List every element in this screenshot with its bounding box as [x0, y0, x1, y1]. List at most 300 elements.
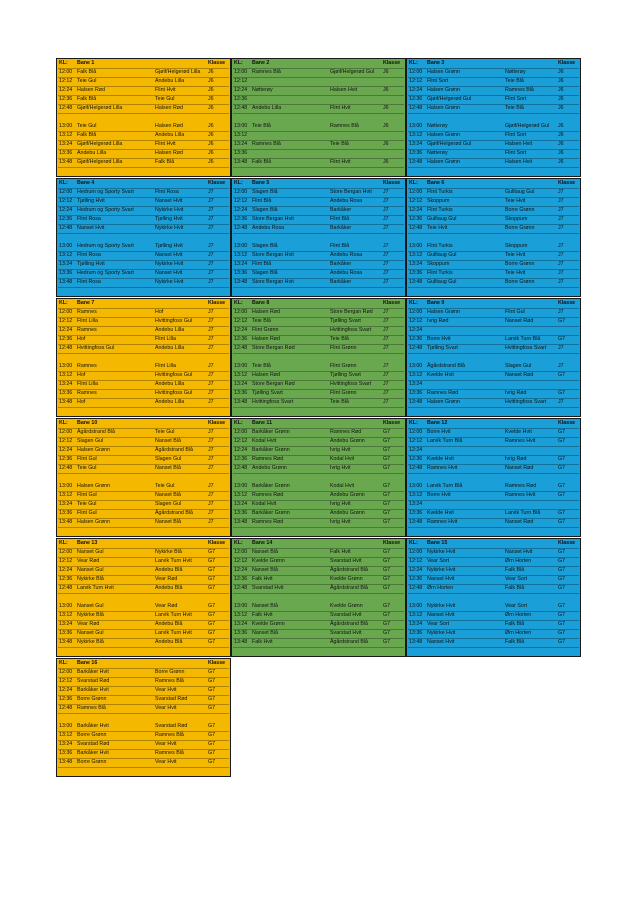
match-time: 12:12	[59, 558, 73, 564]
away-team: Ivrig Hvit	[330, 519, 351, 525]
away-team: Teie Hvit	[505, 270, 526, 276]
match-time: 13:24	[234, 621, 248, 627]
home-team: Nykirke Hvit	[427, 549, 456, 555]
match-class: G7	[208, 705, 216, 711]
match-time: 12:00	[234, 189, 248, 195]
match-time: 13:12	[409, 612, 423, 618]
home-team: Tjølling Svart	[252, 390, 283, 396]
away-team: Ramnes Hvit	[505, 438, 536, 444]
match-class: G7	[383, 429, 391, 435]
match-time: 13:00	[59, 243, 73, 249]
away-team: Andebu Lilla	[155, 132, 185, 138]
home-team: Teie Hvit	[427, 225, 448, 231]
match-class: J6	[558, 150, 564, 156]
away-team: Nanset Blå	[155, 519, 181, 525]
class-header: Klasse	[208, 420, 226, 426]
away-team: Tjølling Hvit	[155, 216, 183, 222]
away-team: Ramnes Rød	[330, 429, 362, 435]
away-team: Barkåker	[330, 261, 352, 267]
match-time: 12:12	[59, 78, 73, 84]
match-time: 13:00	[234, 243, 248, 249]
field-panel	[56, 418, 231, 537]
home-team: Halsen Grønn	[77, 483, 110, 489]
match-time: 13:36	[59, 390, 73, 396]
away-team: Ivrig Rød	[505, 390, 527, 396]
match-class: J7	[208, 270, 214, 276]
home-team: Borre Grønn	[77, 759, 107, 765]
match-time: 12:24	[409, 447, 423, 453]
match-time: 12:36	[409, 96, 423, 102]
away-team: Andebu Lilla	[155, 381, 185, 387]
match-time: 12:24	[409, 567, 423, 573]
home-team: Flint Gul	[77, 456, 97, 462]
match-time: 13:24	[59, 621, 73, 627]
home-team: Nanset Gul	[77, 630, 104, 636]
match-class: G7	[208, 750, 216, 756]
class-header: Klasse	[558, 420, 576, 426]
home-team: Halsen Rød	[252, 336, 280, 342]
away-team: Teie Blå	[330, 399, 349, 405]
home-team: Nanset Blå	[252, 567, 278, 573]
home-team: Nøtterøy	[252, 87, 273, 93]
match-row	[58, 344, 229, 354]
away-team: Svarstad Rød	[155, 696, 188, 702]
match-time: 12:00	[59, 549, 73, 555]
match-row	[233, 224, 404, 234]
match-class: G7	[558, 372, 566, 378]
match-time: 13:12	[59, 492, 73, 498]
match-class: J6	[383, 141, 389, 147]
field-title: Bane 7	[77, 300, 95, 306]
away-team: Borre Grønn	[505, 207, 535, 213]
away-team: Kodal Hvit	[330, 456, 355, 462]
match-class: J7	[558, 270, 564, 276]
home-team: Tjølling Hvit	[77, 198, 105, 204]
match-time: 13:12	[59, 732, 73, 738]
match-class: J7	[383, 261, 389, 267]
away-team: Teie Gul	[155, 429, 175, 435]
match-class: J7	[383, 399, 389, 405]
match-class: J7	[208, 372, 214, 378]
away-team: Gjøif/Helgerød Lilla	[155, 69, 201, 75]
match-class: J7	[208, 243, 214, 249]
match-class: G7	[383, 603, 391, 609]
home-team: Borre Grønn	[77, 696, 107, 702]
away-team: Slagen Gul	[155, 501, 182, 507]
schedule-row	[56, 418, 581, 537]
match-class: J7	[208, 327, 214, 333]
home-team: Andebu Lilla	[252, 105, 282, 111]
match-class: J7	[208, 336, 214, 342]
match-time: 12:24	[409, 207, 423, 213]
match-time: 13:12	[59, 252, 73, 258]
field-title: Bane 12	[427, 420, 448, 426]
match-time: 12:24	[409, 87, 423, 93]
match-class: J7	[208, 492, 214, 498]
away-team: Ågårdstrand Blå	[330, 639, 368, 645]
away-team: Flint Hvit	[330, 159, 351, 165]
away-team: Kvelde Grønn	[330, 603, 363, 609]
match-class: G7	[558, 510, 566, 516]
home-team: Slagen Blå	[252, 207, 278, 213]
away-team: Gulltaug Gul	[505, 189, 535, 195]
away-team: Ågårdstrand Blå	[330, 621, 368, 627]
home-team: Barkåker Grønn	[252, 429, 290, 435]
away-team: Falk Blå	[505, 567, 525, 573]
match-time: 12:36	[59, 696, 73, 702]
match-time: 12:00	[234, 549, 248, 555]
match-class: G7	[558, 483, 566, 489]
home-team: Vear Sort	[427, 558, 450, 564]
away-team: Ørn Horten	[505, 612, 532, 618]
home-team: Slagen Blå	[252, 270, 278, 276]
away-team: Ramnes Hvit	[505, 492, 536, 498]
away-team: Nanset Blå	[155, 492, 181, 498]
away-team: Andebu Blå	[155, 639, 183, 645]
match-time: 12:00	[59, 309, 73, 315]
home-team: Svarstad Rød	[77, 741, 110, 747]
match-time: 12:24	[59, 327, 73, 333]
match-class: G7	[558, 603, 566, 609]
match-row	[408, 518, 579, 528]
match-time: 13:00	[234, 603, 248, 609]
away-team: Flint Gul	[505, 309, 525, 315]
match-class: J7	[383, 309, 389, 315]
away-team: Andebu Rosa	[330, 270, 363, 276]
match-time: 12:00	[234, 429, 248, 435]
field-panel	[406, 178, 581, 297]
match-time: 13:36	[234, 270, 248, 276]
match-time: 13:48	[59, 759, 73, 765]
kl-label: KL:	[59, 540, 68, 546]
match-row	[233, 104, 404, 114]
away-team: Vear Hvit	[155, 741, 177, 747]
home-team: Halsen Grønn	[77, 447, 110, 453]
match-time: 13:12	[409, 252, 423, 258]
match-time: 13:36	[234, 390, 248, 396]
match-class: J6	[208, 132, 214, 138]
match-time: 12:00	[234, 309, 248, 315]
match-row	[408, 398, 579, 408]
home-team: Nanset Hvit	[77, 225, 105, 231]
home-team: Barkåker Grønn	[252, 447, 290, 453]
match-class: G7	[208, 558, 216, 564]
match-class: G7	[383, 447, 391, 453]
home-team: Ågårdstrand Blå	[77, 429, 115, 435]
match-class: G7	[558, 612, 566, 618]
match-time: 12:48	[409, 225, 423, 231]
home-team: Ramnes Rød	[252, 492, 284, 498]
match-time: 13:48	[234, 279, 248, 285]
home-team: Barkåker Grønn	[252, 510, 290, 516]
match-class: J7	[383, 207, 389, 213]
match-time: 13:36	[409, 270, 423, 276]
away-team: Slagen Gul	[155, 456, 182, 462]
home-team: Kodal Hvit	[252, 438, 277, 444]
match-time: 12:24	[234, 447, 248, 453]
home-team: Borre Grønn	[77, 732, 107, 738]
match-class: J7	[383, 225, 389, 231]
away-team: Nanset Rød	[505, 519, 534, 525]
home-team: Halsen Grønn	[427, 69, 460, 75]
match-time: 13:48	[59, 519, 73, 525]
away-team: Barkåker	[330, 207, 352, 213]
home-team: Flint Lilla	[77, 318, 98, 324]
home-team: Barkåker Hvit	[77, 687, 109, 693]
home-team: Nykirke Hvit	[427, 603, 456, 609]
field-panel	[231, 418, 406, 537]
match-class: J7	[383, 336, 389, 342]
home-team: Kvelde Hvit	[427, 510, 454, 516]
match-class: G7	[558, 465, 566, 471]
away-team: Andebu Lilla	[155, 399, 185, 405]
match-row	[233, 158, 404, 168]
match-class: G7	[383, 621, 391, 627]
match-time: 12:36	[234, 456, 248, 462]
schedule-row	[56, 298, 581, 417]
home-team: Ramnes Blå	[252, 141, 281, 147]
home-team: Ramnes	[77, 390, 97, 396]
home-team: Borre Hvit	[427, 336, 451, 342]
away-team: Nanset Blå	[155, 465, 181, 471]
away-team: Teie Blå	[330, 336, 349, 342]
match-time: 12:12	[59, 438, 73, 444]
home-team: Vear Rød	[77, 621, 100, 627]
match-row	[58, 158, 229, 168]
match-time: 12:36	[409, 456, 423, 462]
match-class: J6	[558, 69, 564, 75]
home-team: Gulltaug Gul	[427, 252, 457, 258]
away-team: Nanset Blå	[155, 438, 181, 444]
match-class: J6	[383, 123, 389, 129]
match-time: 12:36	[234, 336, 248, 342]
home-team: Gjøif/Helgerød Lilla	[77, 141, 123, 147]
away-team: Flint Sort	[505, 132, 527, 138]
match-class: J7	[383, 363, 389, 369]
match-time: 13:36	[234, 510, 248, 516]
away-team: Kvelde Grønn	[330, 576, 363, 582]
match-class: J6	[558, 123, 564, 129]
match-time: 13:00	[234, 123, 248, 129]
match-time: 12:24	[409, 327, 423, 333]
home-team: Ramnes Rød	[252, 456, 284, 462]
match-class: G7	[558, 456, 566, 462]
match-class: J6	[208, 78, 214, 84]
kl-label: KL:	[59, 60, 68, 66]
match-row	[233, 344, 404, 354]
match-class: G7	[558, 576, 566, 582]
home-team: Falk Blå	[77, 96, 97, 102]
match-time: 12:12	[409, 78, 423, 84]
away-team: Barkåker	[330, 225, 352, 231]
match-class: G7	[383, 501, 391, 507]
match-class: G7	[383, 438, 391, 444]
match-time: 13:24	[409, 501, 423, 507]
away-team: Falk Blå	[505, 621, 525, 627]
match-class: G7	[383, 612, 391, 618]
away-team: Flint Hvit	[155, 141, 176, 147]
away-team: Hvittingfoss Svart	[330, 381, 372, 387]
home-team: Larvik Turn Blå	[427, 438, 463, 444]
match-class: J7	[383, 216, 389, 222]
match-class: G7	[558, 492, 566, 498]
match-time: 12:24	[59, 87, 73, 93]
field-panel	[406, 538, 581, 657]
away-team: Svarstad Hvit	[330, 612, 362, 618]
match-class: G7	[208, 723, 216, 729]
home-team: Gjøif/Helgerød Lilla	[77, 159, 123, 165]
field-title: Bane 15	[427, 540, 448, 546]
home-team: Nanset Gul	[77, 567, 104, 573]
home-team: Flint Turkis	[427, 207, 453, 213]
match-class: J7	[558, 363, 564, 369]
home-team: Flint Rosa	[77, 216, 101, 222]
field-panel	[56, 58, 231, 177]
match-time: 12:48	[234, 465, 248, 471]
match-time: 12:36	[234, 576, 248, 582]
match-row	[58, 278, 229, 288]
home-team: Kodal Hvit	[252, 501, 277, 507]
match-time: 12:12	[234, 438, 248, 444]
home-team: Nanset Blå	[252, 549, 278, 555]
class-header: Klasse	[383, 420, 401, 426]
match-class: G7	[383, 492, 391, 498]
away-team: Andebu Lilla	[155, 78, 185, 84]
home-team: Barkåker Hvit	[77, 750, 109, 756]
match-time: 13:00	[234, 363, 248, 369]
home-team: Larvik Turn Hvit	[77, 585, 114, 591]
match-class: J7	[208, 381, 214, 387]
match-row	[233, 464, 404, 474]
match-time: 13:36	[59, 510, 73, 516]
away-team: Hvittingfoss Svart	[505, 345, 547, 351]
class-header: Klasse	[208, 540, 226, 546]
match-time: 12:36	[234, 96, 248, 102]
away-team: Nykirke Hvit	[155, 207, 184, 213]
match-class: J7	[383, 243, 389, 249]
match-class: J6	[208, 159, 214, 165]
match-class: J7	[558, 243, 564, 249]
home-team: Ramnes	[77, 363, 97, 369]
away-team: Teie Blå	[505, 78, 524, 84]
match-time: 13:36	[409, 630, 423, 636]
match-time: 13:12	[409, 132, 423, 138]
away-team: Andebu Rosa	[330, 198, 363, 204]
away-team: Nanset Hvit	[505, 549, 533, 555]
match-time: 12:24	[59, 687, 73, 693]
field-panel	[231, 298, 406, 417]
kl-label: KL:	[234, 540, 243, 546]
home-team: Flint Lilla	[77, 381, 98, 387]
away-team: Falk Hvit	[330, 549, 351, 555]
home-team: Flint Blå	[252, 261, 272, 267]
match-class: J7	[558, 189, 564, 195]
field-title: Bane 3	[427, 60, 445, 66]
away-team: Halsen Rød	[155, 123, 183, 129]
away-team: Teie Blå	[505, 105, 524, 111]
match-class: J6	[208, 123, 214, 129]
match-time: 12:36	[234, 216, 248, 222]
match-time: 13:00	[409, 243, 423, 249]
match-row	[233, 278, 404, 288]
match-time: 13:36	[234, 630, 248, 636]
match-class: G7	[208, 687, 216, 693]
away-team: Svarstad Hvit	[330, 558, 362, 564]
match-time: 13:00	[59, 723, 73, 729]
away-team: Nykirke Hvit	[155, 261, 184, 267]
match-class: G7	[383, 549, 391, 555]
match-time: 12:12	[59, 318, 73, 324]
match-class: J7	[558, 345, 564, 351]
match-class: J6	[383, 69, 389, 75]
match-class: J7	[383, 270, 389, 276]
match-class: J7	[208, 399, 214, 405]
match-class: G7	[558, 630, 566, 636]
match-time: 12:48	[234, 585, 248, 591]
home-team: Kvelde Hvit	[427, 456, 454, 462]
away-team: Ørn Horten	[505, 630, 532, 636]
match-time: 13:36	[409, 390, 423, 396]
match-row	[408, 464, 579, 474]
away-team: Tjølling Svart	[330, 318, 361, 324]
match-time: 12:48	[234, 345, 248, 351]
home-team: Ramnes Hvit	[427, 465, 458, 471]
match-time: 13:00	[59, 123, 73, 129]
away-team: Borre Grønn	[155, 669, 185, 675]
match-time: 12:48	[59, 345, 73, 351]
match-class: J6	[558, 87, 564, 93]
match-time: 12:00	[234, 69, 248, 75]
away-team: Andebu Rosa	[330, 252, 363, 258]
match-row	[408, 344, 579, 354]
home-team: Flint Rosa	[77, 279, 101, 285]
match-class: J7	[208, 519, 214, 525]
away-team: Vear Sort	[505, 603, 528, 609]
match-time: 13:48	[234, 399, 248, 405]
match-time: 12:48	[409, 465, 423, 471]
kl-label: KL:	[409, 180, 418, 186]
match-row	[58, 224, 229, 234]
away-team: Nanset Hvit	[155, 198, 183, 204]
match-time: 12:00	[409, 309, 423, 315]
match-class: J7	[208, 429, 214, 435]
match-time: 12:24	[59, 447, 73, 453]
home-team: Tjølling Hvit	[77, 261, 105, 267]
field-title: Bane 2	[252, 60, 270, 66]
match-time: 13:36	[409, 150, 423, 156]
away-team: Vear Sort	[505, 576, 528, 582]
away-team: Svarstad Hvit	[330, 630, 362, 636]
away-team: Flint Grønn	[330, 345, 357, 351]
match-time: 13:48	[234, 639, 248, 645]
match-time: 12:36	[409, 336, 423, 342]
kl-label: KL:	[59, 180, 68, 186]
field-panel	[231, 178, 406, 297]
match-time: 12:36	[59, 96, 73, 102]
match-class: G7	[558, 390, 566, 396]
match-time: 13:48	[234, 159, 248, 165]
away-team: Borre Grønn	[505, 279, 535, 285]
home-team: Gulltaug Gul	[427, 279, 457, 285]
home-team: Nanset Gul	[77, 603, 104, 609]
away-team: Gjøif/Helgerød Gul	[330, 69, 375, 75]
class-header: Klasse	[383, 60, 401, 66]
kl-label: KL:	[409, 420, 418, 426]
match-class: J7	[208, 252, 214, 258]
away-team: Vear Hvit	[155, 687, 177, 693]
away-team: Falk Blå	[505, 585, 525, 591]
home-team: Nøtterøy	[427, 150, 448, 156]
